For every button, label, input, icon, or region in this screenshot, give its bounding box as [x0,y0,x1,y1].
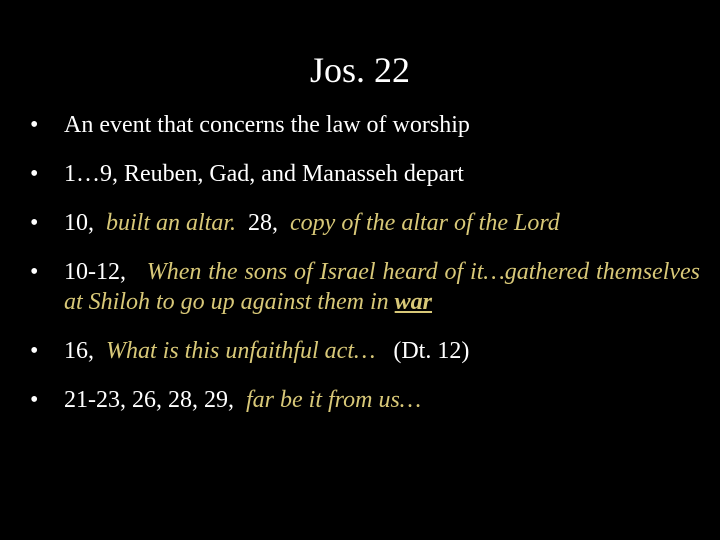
bullet-dot: • [30,161,39,187]
bullet-dot: • [30,259,39,285]
verse-reference: 10, [64,210,94,236]
bullet-dot: • [30,338,39,364]
bullet-text: An event that concerns the law of worship [64,112,470,138]
verse-reference: 16, [64,338,94,364]
bullet-dot: • [30,210,39,236]
emphasized-word: war [394,289,433,315]
bullet-dot: • [30,112,39,138]
scripture-quote: far be it from us… [246,387,422,413]
bullet-item [30,385,700,415]
scripture-quote: built an altar. [106,210,237,236]
verse-reference: 10-12, [64,259,126,285]
bullet-dot: • [30,387,39,413]
bullet-item [30,336,700,366]
slide-title: Jos. 22 [309,50,411,90]
verse-reference: 28, [248,210,279,236]
bullet-item [30,208,700,238]
scripture-quote: What is this unfaithful act… [106,338,376,364]
bullet-text: 1…9, Reuben, Gad, and Manasseh depart [64,161,464,187]
bullet-item [30,159,700,189]
bullet-item [30,257,700,317]
cross-reference: (Dt. 12) [393,338,470,364]
scripture-quote: When the sons of Israel heard of it…gathered themselves at Shiloh to go up against them in [64,259,701,315]
bullet-item [30,110,700,140]
bullet-list [30,110,700,434]
verse-reference: 21-23, 26, 28, 29, [64,387,234,413]
scripture-quote: copy of the altar of the Lord [290,210,560,236]
